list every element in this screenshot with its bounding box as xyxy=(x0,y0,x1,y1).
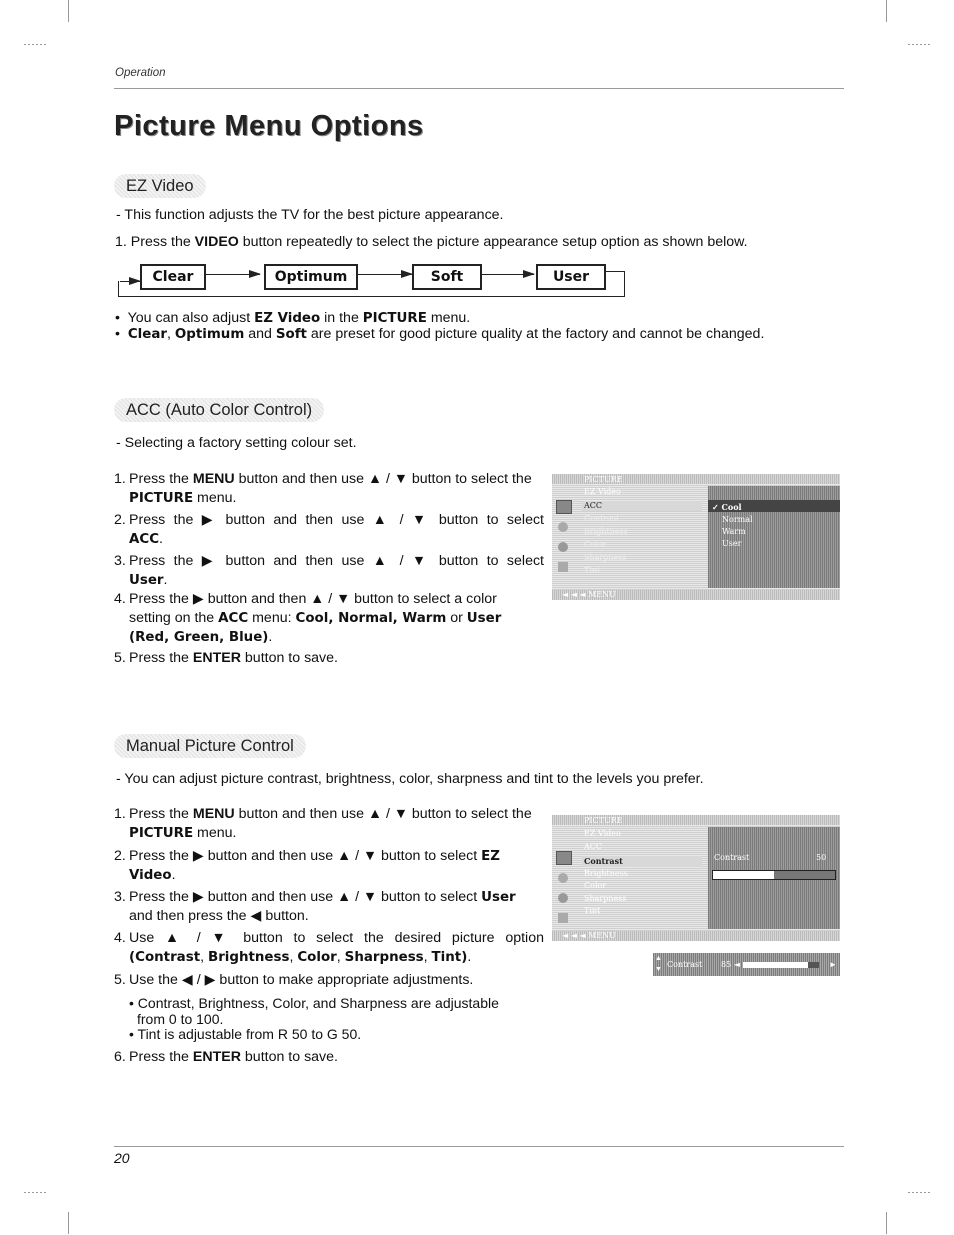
crop-mark xyxy=(68,1212,69,1234)
up-arrow-icon: ▲ xyxy=(655,955,662,962)
osd-option-cool: ✓ Cool xyxy=(712,502,742,512)
osd-level-fill xyxy=(713,871,774,879)
osd-item-brightness: Brightness xyxy=(584,869,628,878)
osd-item-brightness: Brightness xyxy=(584,527,628,536)
manual-intro: - You can adjust picture contrast, brightness, color, sharpness and tint to the levels you prefer. xyxy=(116,771,704,787)
osd-item-color: Color xyxy=(584,540,607,549)
osd-item-ez-video: EZ Video xyxy=(584,487,621,496)
crop-mark xyxy=(24,1192,46,1193)
osd-item-ez-video: EZ Video xyxy=(584,829,621,838)
header-rule xyxy=(114,88,844,89)
ez-video-note-2: • Clear, Optimum and Soft are preset for good picture quality at the factory and cannot be changed. xyxy=(115,326,765,342)
manual-osd-menu xyxy=(552,815,840,941)
adjust-label: Contrast xyxy=(667,960,703,969)
acc-step-1: 1. Press the MENU button and then use ▲ / ▼ button to select the PICTURE menu. xyxy=(114,471,532,506)
manual-notes: • Contrast, Brightness, Color, and Sharpness are adjustable from 0 to 100. • Tint is adjustable from R 50 to G 50. xyxy=(129,995,499,1042)
picture-icon xyxy=(556,851,572,865)
ez-video-note-1: • You can also adjust EZ Video in the PICTURE menu. xyxy=(115,310,471,326)
crop-mark xyxy=(908,44,930,45)
osd-item-sharpness: Sharpness xyxy=(584,894,627,903)
picture-icon xyxy=(556,500,572,514)
manual-adjust-bar xyxy=(653,953,840,976)
osd-title: PICTURE xyxy=(584,816,623,825)
osd-option-normal: Normal xyxy=(722,515,753,524)
right-arrow-icon: ► xyxy=(829,960,837,969)
osd-item-tint: Tint xyxy=(584,906,601,915)
down-arrow-icon: ▼ xyxy=(655,966,662,973)
crop-mark xyxy=(908,1192,930,1193)
crop-mark xyxy=(68,0,69,22)
osd-level-bar xyxy=(712,870,836,880)
acc-intro: - Selecting a factory setting colour set. xyxy=(116,435,357,451)
cycle-box-user: User xyxy=(536,264,606,290)
osd-item-acc: ACC xyxy=(584,842,603,851)
section-label: Operation xyxy=(115,67,166,79)
osd-item-tint: Tint xyxy=(584,566,601,575)
crop-mark xyxy=(24,44,46,45)
option-icon xyxy=(558,913,568,923)
crop-mark xyxy=(886,0,887,22)
section-heading-ez-video: EZ Video xyxy=(114,174,206,198)
time-icon xyxy=(558,893,568,903)
crop-mark xyxy=(886,1212,887,1234)
cycle-box-clear: Clear xyxy=(140,264,206,290)
osd-icon-column xyxy=(552,486,574,586)
osd-item-contrast: Contrast xyxy=(584,856,623,866)
osd-footer: ◄ ◄ ◄ MENU xyxy=(562,931,616,940)
osd-sub-value: 50 xyxy=(816,853,827,862)
osd-option-user: User xyxy=(722,539,742,548)
acc-step-4: 4. Press the ▶ button and then ▲ / ▼ button to select a color setting on the ACC menu: Cool, Normal, Warm or User (Red, Green, Blue). xyxy=(114,591,502,645)
adjust-value: 85 ◄ xyxy=(721,960,740,969)
footer-rule xyxy=(114,1146,844,1147)
manual-step-5: 5. Use the ◀ / ▶ button to make appropriate adjustments. xyxy=(114,972,474,988)
osd-item-sharpness: Sharpness xyxy=(584,553,627,562)
section-heading-acc: ACC (Auto Color Control) xyxy=(114,398,324,422)
acc-osd-menu xyxy=(552,474,840,600)
manual-step-6: 6. Press the ENTER button to save. xyxy=(114,1049,338,1065)
manual-step-4: 4. Use ▲ / ▼ button to select the desired picture option (Contrast, Brightness, Color, Sharpness, Tint). xyxy=(114,930,544,965)
osd-item-acc: ACC xyxy=(584,501,603,510)
ez-video-step-1: 1. Press the VIDEO button repeatedly to select the picture appearance setup option as shown below. xyxy=(115,234,748,250)
cycle-box-optimum: Optimum xyxy=(264,264,358,290)
osd-icon-column xyxy=(552,827,574,927)
section-heading-manual-picture-control: Manual Picture Control xyxy=(114,734,306,758)
ez-video-intro: - This function adjusts the TV for the best picture appearance. xyxy=(116,207,504,223)
manual-step-2: 2. Press the ▶ button and then use ▲ / ▼ button to select EZ Video. xyxy=(114,848,500,883)
acc-step-2: 2. Press the ▶ button and then use ▲ / ▼ button to select ACC. xyxy=(114,512,544,547)
cycle-box-soft: Soft xyxy=(412,264,482,290)
osd-title: PICTURE xyxy=(584,475,623,484)
page-number: 20 xyxy=(114,1150,130,1166)
sound-icon xyxy=(558,522,568,532)
manual-step-3: 3. Press the ▶ button and then use ▲ / ▼ button to select User and then press the ◀ button. xyxy=(114,889,516,924)
page-title: Picture Menu Options xyxy=(114,110,424,142)
adjust-fill xyxy=(743,962,808,968)
acc-step-5: 5. Press the ENTER button to save. xyxy=(114,650,338,666)
osd-footer: ◄ ◄ ◄ MENU xyxy=(562,590,616,599)
time-icon xyxy=(558,542,568,552)
manual-step-1: 1. Press the MENU button and then use ▲ / ▼ button to select the PICTURE menu. xyxy=(114,806,532,841)
adjust-track xyxy=(743,962,819,968)
osd-sub-label: Contrast xyxy=(714,853,750,862)
acc-step-3: 3. Press the ▶ button and then use ▲ / ▼ button to select User. xyxy=(114,553,544,588)
osd-item-contrast: Contrast xyxy=(584,514,620,523)
osd-option-warm: Warm xyxy=(722,527,746,536)
option-icon xyxy=(558,562,568,572)
sound-icon xyxy=(558,873,568,883)
osd-item-color: Color xyxy=(584,881,607,890)
